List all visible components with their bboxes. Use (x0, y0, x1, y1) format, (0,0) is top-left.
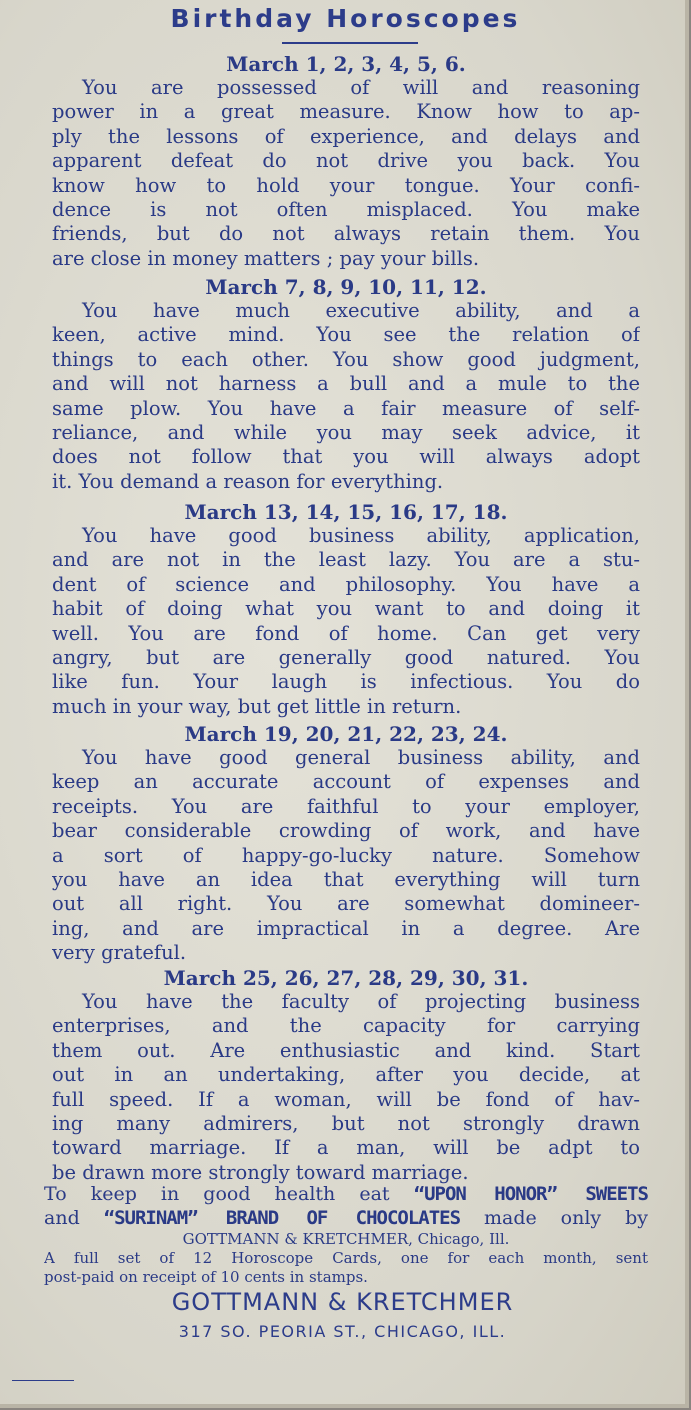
section-dates: March 1, 2, 3, 4, 5, 6. (226, 52, 466, 76)
horoscope-section (52, 500, 640, 719)
horoscope-text-line: You are possessed of will and reasoning (82, 76, 640, 99)
horoscope-text-line: it. You demand a reason for everything. (52, 469, 444, 493)
footer-line-1: To keep in good health eat “UPON HONOR” SWEETS (44, 1183, 648, 1205)
horoscope-text-line: ing, and are impractical in a degree. Are (52, 916, 640, 940)
horoscope-text-line: you have an idea that everything will turn (52, 867, 640, 891)
horoscope-text-line: ply the lessons of experience, and delays and (52, 124, 640, 148)
horoscope-text-line: keep an accurate account of expenses and (52, 770, 640, 794)
horoscope-text-line: them out. Are enthusiastic and kind. Start (52, 1038, 640, 1062)
horoscope-text-line: and will not harness a bull and a mule to the (52, 372, 640, 396)
horoscope-section (52, 722, 640, 966)
horoscope-text-line: enterprises, and the capacity for carrying (52, 1014, 640, 1038)
horoscope-text-line: You have the faculty of projecting business (82, 990, 640, 1013)
card-title: Birthday Horoscopes (170, 4, 521, 33)
footer-maker: GOTTMANN & KRETCHMER, Chicago, Ill. (182, 1230, 510, 1248)
horoscope-section (52, 275, 640, 494)
horoscope-text-line: power in a great measure. Know how to ap- (52, 100, 640, 124)
horoscope-text-line: angry, but are generally good natured. You (52, 645, 640, 669)
horoscope-text-line: well. You are fond of home. Can get very (52, 621, 640, 645)
horoscope-text-line: out in an undertaking, after you decide, at (52, 1063, 640, 1087)
title-underline (282, 42, 418, 44)
horoscope-text-line: keen, active mind. You see the relation of (52, 323, 640, 347)
horoscope-text-line: full speed. If a woman, will be fond of hav- (52, 1087, 640, 1111)
horoscope-text-line: much in your way, but get little in return. (52, 694, 462, 718)
horoscope-text-line: toward marriage. If a man, will be adpt to (52, 1136, 640, 1160)
horoscope-text-line: You have much executive ability, and a (82, 299, 640, 322)
horoscope-text-line: habit of doing what you want to and doing it (52, 597, 640, 621)
horoscope-section (52, 52, 640, 271)
horoscope-text-line: You have good general business ability, and (82, 746, 640, 769)
section-dates: March 7, 8, 9, 10, 11, 12. (205, 275, 487, 299)
horoscope-text-line: dent of science and philosophy. You have a (52, 572, 640, 596)
horoscope-text-line: a sort of happy-go-lucky nature. Somehow (52, 843, 640, 867)
horoscope-text-line: things to each other. You show good judgment, (52, 347, 640, 371)
horoscope-text-line: receipts. You are faithful to your employer, (52, 794, 640, 818)
horoscope-text-line: out all right. You are somewhat domineer- (52, 892, 640, 916)
horoscope-text-line: reliance, and while you may seek advice, it (52, 420, 640, 444)
horoscope-text-line: You have good business ability, application, (82, 524, 640, 547)
horoscope-text-line: are close in money matters ; pay your bills. (52, 246, 480, 270)
advertisement-footer (44, 1182, 648, 1287)
section-dates: March 13, 14, 15, 16, 17, 18. (184, 500, 508, 524)
footer-line-2: and “SURINAM” BRAND OF CHOCOLATES made only by (44, 1207, 648, 1229)
horoscope-text-line: dence is not often misplaced. You make (52, 197, 640, 221)
horoscope-text-line: bear considerable crowding of work, and have (52, 819, 640, 843)
horoscope-text-line: friends, but do not always retain them. You (52, 222, 640, 246)
horoscope-text-line: does not follow that you will always adopt (52, 445, 640, 469)
brand-upon-honor: “UPON HONOR” SWEETS (413, 1183, 648, 1205)
horoscope-text-line: apparent defeat do not drive you back. You (52, 149, 640, 173)
footer-offer-line-1: A full set of 12 Horoscope Cards, one for each month, sent (44, 1249, 648, 1267)
horoscope-text-line: and are not in the least lazy. You are a stu- (52, 548, 640, 572)
horoscope-section (52, 966, 640, 1185)
company-name: GOTTMANN & KRETCHMER (171, 1288, 514, 1316)
horoscope-text-line: know how to hold your tongue. Your confi- (52, 173, 640, 197)
brand-surinam: “SURINAM” BRAND OF CHOCOLATES (103, 1207, 461, 1229)
horoscope-text-line: like fun. Your laugh is infectious. You do (52, 670, 640, 694)
bottom-rule (12, 1380, 74, 1381)
company-address: 317 SO. PEORIA ST., CHICAGO, ILL. (178, 1322, 507, 1341)
horoscope-text-line: same plow. You have a fair measure of self- (52, 396, 640, 420)
horoscope-text-line: ing many admirers, but not strongly drawn (52, 1111, 640, 1135)
footer-offer-line-2: post-paid on receipt of 10 cents in stamps. (44, 1268, 368, 1286)
horoscope-text-line: very grateful. (52, 941, 187, 965)
section-dates: March 19, 20, 21, 22, 23, 24. (184, 722, 508, 746)
section-dates: March 25, 26, 27, 28, 29, 30, 31. (163, 966, 529, 990)
horoscope-text-line: be drawn more strongly toward marriage. (52, 1160, 469, 1184)
